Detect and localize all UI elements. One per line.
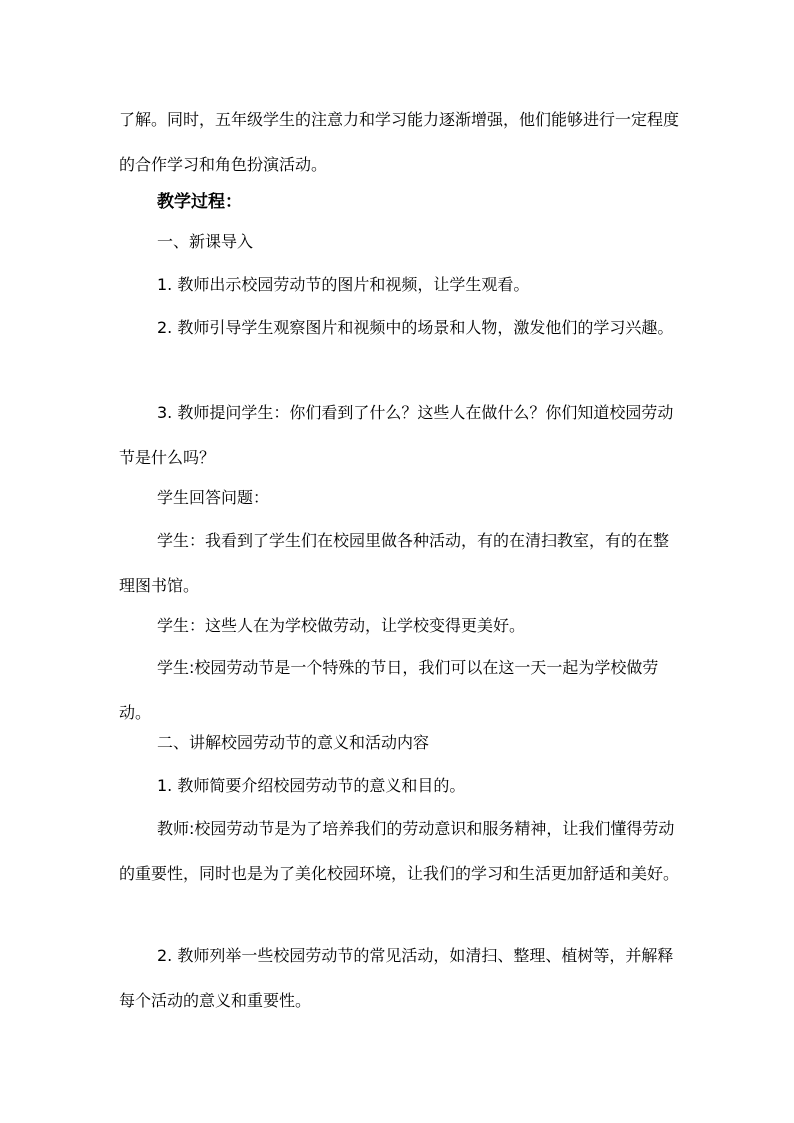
paragraph-student-answer-3: 学生:校园劳动节是一个特殊的节日，我们可以在这一天一起为学校做劳动。 — [119, 658, 659, 722]
paragraph-student-answer-1: 学生：我看到了学生们在校园里做各种活动，有的在清扫教室，有的在整理图书馆。 — [119, 531, 670, 595]
list-item-ask-questions: 3. 教师提问学生：你们看到了什么？这些人在做什么？你们知道校园劳动节是什么吗？ — [119, 403, 674, 467]
paragraph-teacher-explanation: 教师:校园劳动节是为了培养我们的劳动意识和服务精神，让我们懂得劳动的重要性，同时也是为了美化校园环境，让我们的学习和生活更加舒适和美好。 — [119, 819, 680, 883]
paragraph-intro-continuation: 了解。同时，五年级学生的注意力和学习能力逐渐增强，他们能够进行一定程度的合作学习和角色扮演活动。 — [119, 110, 680, 174]
paragraph-student-answer-2: 学生：这些人在为学校做劳动，让学校变得更美好。 — [157, 616, 526, 635]
section-heading-new-lesson-intro: 一、新课导入 — [157, 232, 254, 251]
list-item-guide-observation: 2. 教师引导学生观察图片和视频中的场景和人物，激发他们的学习兴趣。 — [157, 318, 674, 337]
list-item-introduce-meaning: 1. 教师简要介绍校园劳动节的意义和目的。 — [157, 776, 466, 795]
section-heading-meaning-and-activities: 二、讲解校园劳动节的意义和活动内容 — [157, 733, 430, 752]
paragraph-students-answer: 学生回答问题： — [157, 488, 270, 507]
section-heading-teaching-process: 教学过程： — [157, 192, 242, 212]
list-item-show-pictures: 1. 教师出示校园劳动节的图片和视频，让学生观看。 — [157, 275, 530, 294]
list-item-common-activities: 2. 教师列举一些校园劳动节的常见活动，如清扫、整理、植树等，并解释每个活动的意义和重要性。 — [119, 946, 674, 1010]
